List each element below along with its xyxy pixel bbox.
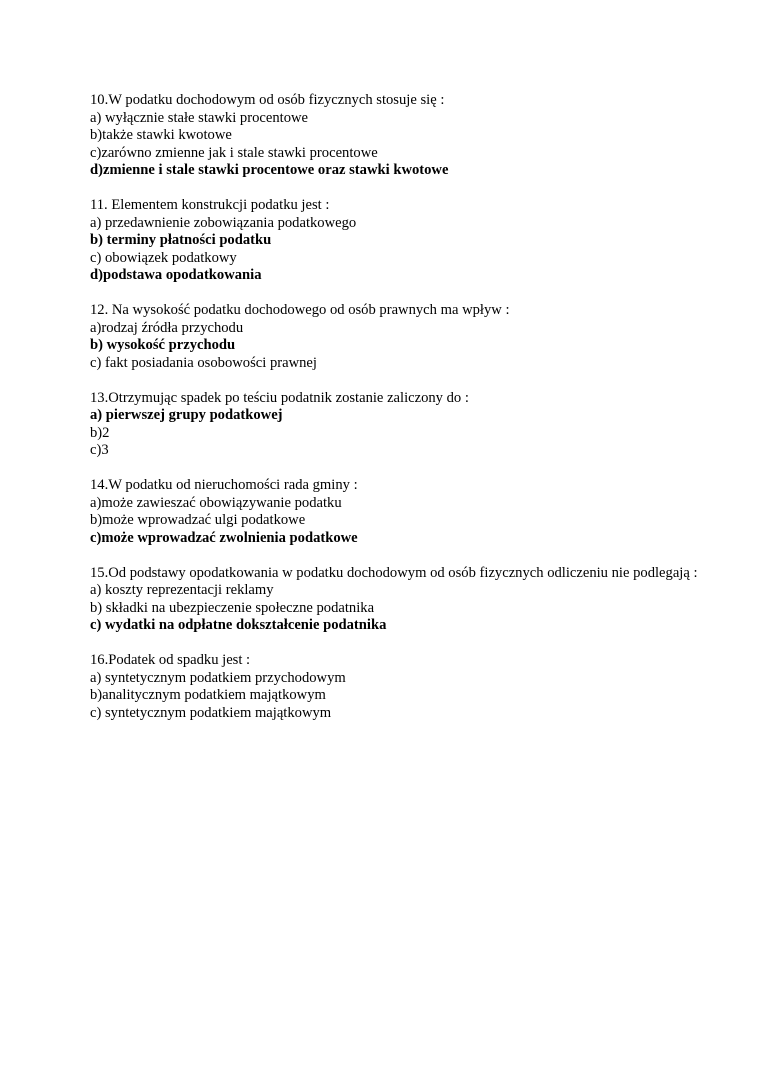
answer-option-correct: b) terminy płatności podatku [90, 232, 272, 248]
answer-option: b)może wprowadzać ulgi podatkowe [90, 512, 306, 528]
question-title: 11. Elementem konstrukcji podatku jest : [90, 197, 330, 213]
question-title: 16.Podatek od spadku jest : [90, 652, 251, 668]
answer-option: a) przedawnienie zobowiązania podatkowego [90, 214, 357, 231]
answer-option: c)3 [90, 442, 109, 458]
question-block [90, 565, 710, 635]
answer-option: a) syntetycznym podatkiem przychodowym [90, 669, 346, 686]
document-page [90, 92, 710, 740]
answer-option: a) koszty reprezentacji reklamy [90, 582, 274, 598]
question-title: 12. Na wysokość podatku dochodowego od osób prawnych ma wpływ : [90, 302, 510, 318]
answer-option: a)rodzaj źródła przychodu [90, 319, 244, 336]
answer-option: b)2 [90, 424, 110, 441]
question-block [90, 302, 710, 372]
question-title: 14.W podatku od nieruchomości rada gminy : [90, 477, 358, 493]
answer-option: a) wyłącznie stałe stawki procentowe [90, 109, 309, 126]
question-title: 10.W podatku dochodowym od osób fizycznych stosuje się : [90, 92, 445, 108]
answer-option-correct: d)podstawa opodatkowania [90, 267, 262, 283]
answer-option: c)zarówno zmienne jak i stale stawki procentowe [90, 144, 378, 161]
question-block [90, 652, 710, 722]
answer-option: a)może zawieszać obowiązywanie podatku [90, 494, 342, 511]
question-title: 15.Od podstawy opodatkowania w podatku dochodowym od osób fizycznych odliczeniu nie podlegają : [90, 564, 698, 581]
question-block [90, 92, 710, 180]
answer-option-correct: a) pierwszej grupy podatkowej [90, 407, 283, 423]
answer-option: b) składki na ubezpieczenie społeczne podatnika [90, 599, 375, 616]
answer-option-correct: c) wydatki na odpłatne dokształcenie podatnika [90, 617, 387, 633]
question-block [90, 197, 710, 285]
question-title: 13.Otrzymując spadek po teściu podatnik zostanie zaliczony do : [90, 389, 469, 406]
answer-option: c) obowiązek podatkowy [90, 249, 237, 266]
answer-option: b)analitycznym podatkiem majątkowym [90, 687, 326, 703]
question-block [90, 390, 710, 460]
answer-option: c) fakt posiadania osobowości prawnej [90, 354, 317, 371]
answer-option: c) syntetycznym podatkiem majątkowym [90, 704, 332, 721]
answer-option-correct: b) wysokość przychodu [90, 337, 236, 353]
answer-option: b)także stawki kwotowe [90, 127, 232, 143]
answer-option-correct: d)zmienne i stale stawki procentowe oraz stawki kwotowe [90, 162, 449, 178]
question-block [90, 477, 710, 547]
answer-option-correct: c)może wprowadzać zwolnienia podatkowe [90, 529, 358, 546]
